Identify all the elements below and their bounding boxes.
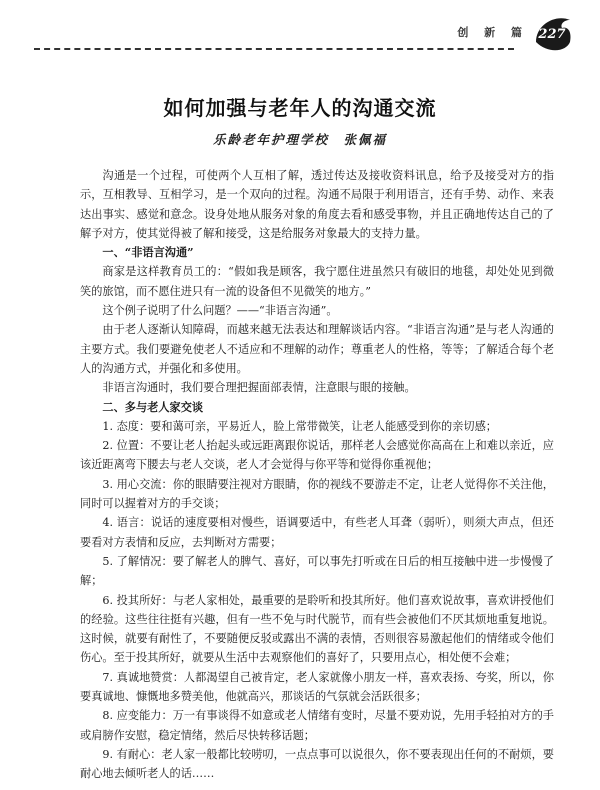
- list-item: 5. 了解情况：要了解老人的脾气、喜好，可以事先打听或在日后的相互接触中进一步慢慢了解；: [80, 554, 554, 588]
- list-item: 3. 用心交流：你的眼睛要注视对方眼睛，你的视线不要游走不定，让老人觉得你不关注他，同时可以握着对方的手交谈；: [80, 477, 554, 511]
- list-item: 1. 态度：要和蔼可亲，平易近人，脸上常带微笑，让老人能感受到你的亲切感；: [102, 419, 497, 433]
- list-item: 7. 真诚地赞赏：人都渴望自己被肯定，老人家就像小朋友一样，喜欢表扬、夸奖，所以，你要真诚地、慷慨地多赞美他，他就高兴，那谈话的气氛就会活跃很多；: [80, 670, 554, 704]
- article-body: [80, 166, 554, 784]
- paragraph: 由于老人逐渐认知障碍，而越来越无法表达和理解谈话内容。“非语言沟通”是与老人沟通的主要方式。我们要避免使老人不适应和不理解的动作；尊重老人的性格，等等；了解适合每个老人的沟通方式，并强化和多使用。: [80, 323, 554, 375]
- list-item: 4. 语言：说话的速度要相对慢些，语调要适中，有些老人耳聋（弱听），则须大声点，但还要看对方表情和反应，去判断对方需要；: [80, 516, 554, 549]
- section-heading: 二、多与老人家交谈: [102, 399, 204, 414]
- list-item: 9. 有耐心：老人家一般都比较唠叨，一点点事可以说很久，你不要表现出任何的不耐烦，要耐心地去倾听老人的话……: [80, 747, 554, 781]
- list-item: 2. 位置：不要让老人抬起头或远距离跟你说话，那样老人会感觉你高高在上和难以亲近，应该近距离弯下腰去与老人交谈，老人才会觉得与你平等和觉得你重视他；: [80, 439, 554, 472]
- list-item: 6. 投其所好：与老人家相处，最重要的是聆听和投其所好。他们喜欢说故事，喜欢讲授他们的经验。这些往往挺有兴趣，但有一些不免与时代脱节，而有些会被他们不厌其烦地重复地说。这时候，就要有耐性了，不要随便反驳或露出不满的表情，否则很容易激起他们的情绪或令他们伤心。至于投其所好，就要从生活中去观察他们的喜好了，只要用点心，相处便不会难；: [80, 593, 554, 665]
- section-heading: 一、“非语言沟通”: [102, 245, 194, 260]
- paragraph: 沟通是一个过程，可使两个人互相了解，透过传达及接收资料讯息，给予及接受对方的指示，互相教导、互相学习，是一个双向的过程。沟通不局限于利用语言，还有手势、动作、来表达出事实、感觉和意念。设身处地从服务对象的角度去看和感受事物，并且正确地传达自己的了解予对方，使其觉得被了解和接受，这是给服务对象最大的支持力量。: [80, 169, 554, 240]
- page-number: 227: [538, 27, 566, 42]
- list-item: 8. 应变能力：万一有事谈得不如意或老人情绪有变时，尽量不要劝说，先用手轻拍对方的手或肩膀作安慰，稳定情绪，然后尽快转移话题；: [80, 709, 554, 742]
- article-author: 乐龄老年护理学校 张佩福: [212, 132, 387, 147]
- paragraph: 非语言沟通时，我们要合理把握面部表情，注意眼与眼的接触。: [102, 381, 416, 395]
- paragraph: 这个例子说明了什么问题？——“非语言沟通”。: [102, 304, 338, 318]
- header-divider: [34, 48, 514, 50]
- article-title: 如何加强与老年人的沟通交流: [163, 96, 437, 120]
- section-label: 创 新 篇: [457, 26, 528, 39]
- paragraph: 商家是这样教育员工的：“假如我是顾客，我宁愿住进虽然只有破旧的地毯，却处处见到微笑的旅馆，而不愿住进只有一流的设备但不见微笑的地方。”: [80, 265, 554, 298]
